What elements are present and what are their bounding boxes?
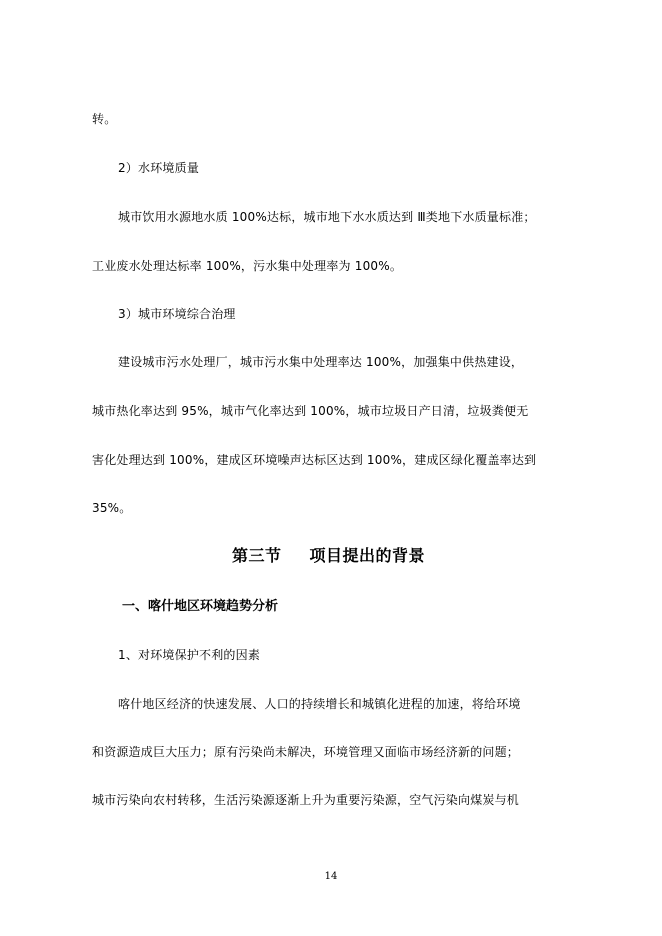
paragraph-line: 城市热化率达到 95%，城市气化率达到 100%，城市垃圾日产日清，垃圾粪便无	[92, 404, 529, 418]
paragraph-line: 和资源造成巨大压力；原有污染尚未解决，环境管理又面临市场经济新的问题；	[92, 745, 520, 759]
paragraph-line: 35%。	[92, 501, 132, 515]
text-line-continuation: 转。	[92, 112, 117, 126]
list-heading-urban-governance: 3）城市环境综合治理	[118, 307, 236, 321]
list-heading-water-quality: 2）水环境质量	[118, 161, 200, 175]
paragraph-line: 城市饮用水源地水质 100%达标，城市地下水水质达到 Ⅲ类地下水质量标准；	[118, 210, 536, 224]
item-heading: 1、对环境保护不利的因素	[118, 648, 261, 662]
paragraph-line: 害化处理达到 100%，建成区环境噪声达标区达到 100%，建成区绿化覆盖率达到	[92, 453, 537, 467]
paragraph-line: 城市污染向农村转移，生活污染源逐渐上升为重要污染源，空气污染向煤炭与机	[92, 793, 520, 807]
subsection-heading: 一、喀什地区环境趋势分析	[122, 599, 279, 614]
paragraph-line: 建设城市污水处理厂，城市污水集中处理率达 100%，加强集中供热建设，	[118, 355, 524, 369]
paragraph-line: 喀什地区经济的快速发展、人口的持续增长和城镇化进程的加速，将给环境	[118, 697, 521, 711]
paragraph-line: 工业废水处理达标率 100%，污水集中处理率为 100%。	[92, 259, 403, 273]
section-title: 项目提出的背景	[309, 546, 426, 565]
section-number: 第三节	[232, 546, 282, 565]
section-heading	[232, 546, 425, 566]
page-number: 14	[324, 871, 338, 882]
